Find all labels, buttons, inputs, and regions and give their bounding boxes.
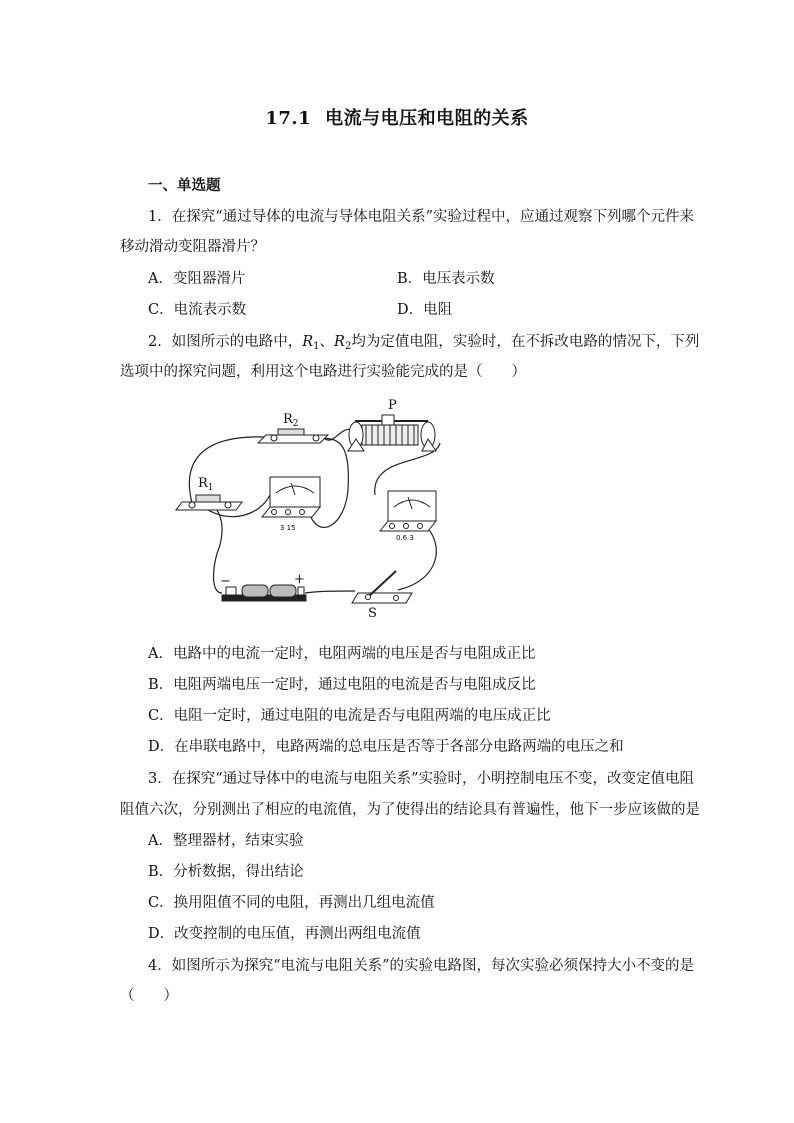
label-plus: + [294,572,305,587]
q2-option-b: B．电阻两端电压一定时，通过电阻的电流是否与电阻成反比 [148,677,536,693]
q2-prefix: 2．如图所示的电路中， [148,334,303,350]
q2-r2: R [334,334,345,350]
label-p: P [388,398,397,413]
q4-stem-line1: 4．如图所示为探究“电流与电阻关系”的实验电路图，每次实验必须保持大小不变的是 [148,958,695,974]
label-r2: $R_2$ [283,412,299,429]
label-s: S [368,606,377,620]
wire-switch-battery [305,591,355,593]
q3-option-a: A．整理器材，结束实验 [148,833,304,849]
voltmeter-scale: 3 15 [280,524,296,532]
q3-stem-line2: 阻值六次，分别测出了相应的电流值，为了使得出的结论具有普遍性，他下一步应该做的是 [120,802,700,818]
q2-option-d: D．在串联电路中，电路两端的总电压是否等于各部分电路两端的电压之和 [148,739,624,755]
section-heading: 一、单选题 [148,177,221,194]
q2-r1: R [302,334,314,350]
q3-option-c: C．换用阻值不同的电阻，再测出几组电流值 [148,895,435,911]
q3-option-d: D．改变控制的电压值，再测出两组电流值 [148,926,421,942]
q2-option-a: A．电路中的电流一定时，电阻两端的电压是否与电阻成正比 [148,646,536,662]
q2-suffix: 均为定值电阻，实验时，在不拆改电路的情况下，下列 [351,334,700,350]
label-minus: − [220,574,231,589]
q2-r1-sub: 1 [313,341,320,352]
label-r1: $R_1$ [198,476,214,493]
title-number: 17.1 [265,108,312,129]
ammeter-scale: 0.6 3 [396,534,414,542]
rheostat [348,415,436,451]
battery [222,585,306,601]
title-text: 电流与电压和电阻的关系 [325,108,529,129]
q1-stem-line1: 1．在探究“通过导体的电流与导体电阻关系”实验过程中，应通过观察下列哪个元件来 [148,209,695,225]
q3-stem-line1: 3．在探究“通过导体中的电流与电阻关系”实验时，小明控制电压不变，改变定值电阻 [148,771,695,787]
q1-stem-line2: 移动滑动变阻器滑片？ [120,239,265,255]
q2-stem-line1 [148,332,699,357]
q1-option-b: B．电压表示数 [397,271,495,287]
q2-stem-line2: 选项中的探究问题，利用这个电路进行实验能完成的是（ ） [120,364,526,380]
q1-option-d: D．电阻 [397,302,453,318]
q2-r2-sub: 2 [344,341,352,352]
q3-option-b: B．分析数据，得出结论 [148,864,304,880]
q1-option-c: C．电流表示数 [148,302,247,318]
wire-r1-r2 [189,437,265,503]
voltmeter [262,477,320,517]
q1-option-a: A．变阻器滑片 [148,271,246,287]
q4-stem-line2: （ ） [120,988,178,1004]
resistor-r2 [258,429,328,443]
ammeter [380,491,436,531]
page-title [0,104,794,130]
resistor-r1 [176,495,242,510]
q2-option-c: C．电阻一定时，通过电阻的电流是否与电阻两端的电压成正比 [148,708,551,724]
circuit-figure [170,395,460,620]
switch [352,571,412,603]
q2-sep: 、 [319,334,335,350]
circuit-diagram [170,395,460,620]
